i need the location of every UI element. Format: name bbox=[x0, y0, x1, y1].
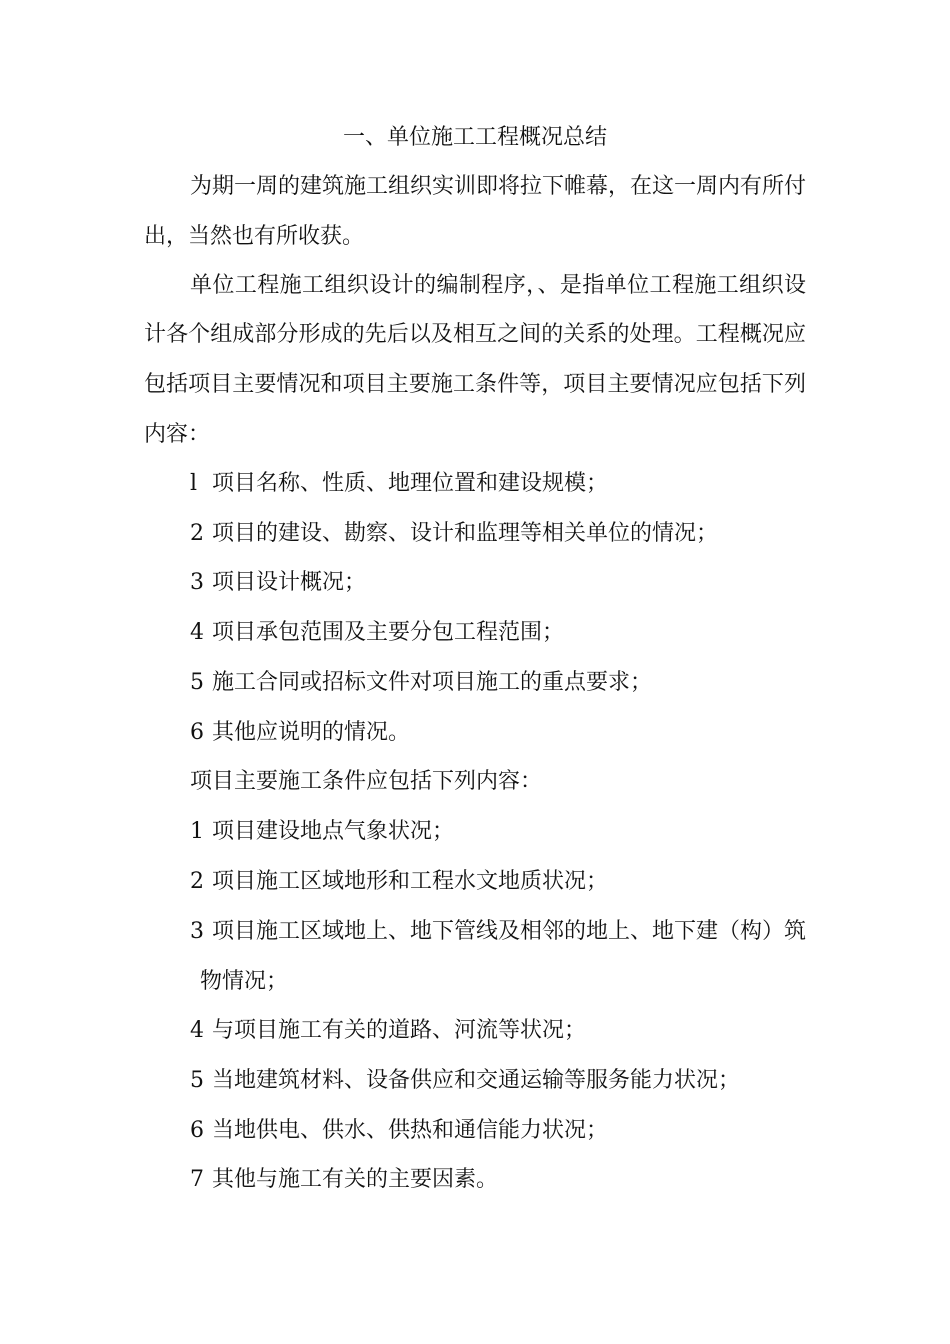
list-item-text: 项目承包范围及主要分包工程范围； bbox=[212, 620, 565, 645]
list-item-text: 当地建筑材料、设备供应和交通运输等服务能力状况； bbox=[212, 1068, 741, 1093]
list-item-text: 项目施工区域地形和工程水文地质状况； bbox=[212, 869, 609, 894]
paragraph-1-line-2: 出，当然也有所收获。 bbox=[144, 224, 365, 249]
list-item-number: 3 bbox=[190, 919, 204, 944]
list-item-text: 施工合同或招标文件对项目施工的重点要求； bbox=[212, 670, 653, 695]
list-item-text: 项目设计概况； bbox=[212, 570, 367, 595]
paragraph-1-line-1: 为期一周的建筑施工组织实训即将拉下帷幕，在这一周内有所付 bbox=[190, 174, 807, 199]
paragraph-2-line-2: 计各个组成部分形成的先后以及相互之间的关系的处理。工程概况应 bbox=[144, 322, 806, 347]
list-item-text: 项目的建设、勘察、设计和监理等相关单位的情况； bbox=[212, 521, 719, 546]
list-item-number: 2 bbox=[190, 869, 204, 894]
list-item-number: 5 bbox=[190, 1068, 204, 1093]
list-item-number: 7 bbox=[190, 1167, 204, 1192]
list-item bbox=[190, 1116, 608, 1146]
list-item-text: 项目施工区域地上、地下管线及相邻的地上、地下建（构）筑 bbox=[212, 919, 807, 944]
paragraph-2-line-3: 包括项目主要情况和项目主要施工条件等，项目主要情况应包括下列 bbox=[144, 372, 806, 397]
list-item bbox=[190, 718, 410, 748]
list-item bbox=[190, 668, 652, 698]
list-item-continuation: 物情况； bbox=[200, 969, 289, 994]
list-item-number: 6 bbox=[190, 1118, 204, 1143]
paragraph-2-line-1: 单位工程施工组织设计的编制程序，、是指单位工程施工组织设 bbox=[190, 273, 806, 298]
list-item bbox=[190, 817, 454, 847]
paragraph-2-line-4: 内容： bbox=[144, 422, 211, 447]
conditions-intro: 项目主要施工条件应包括下列内容： bbox=[190, 769, 543, 794]
page-title: 一、单位施工工程概况总结 bbox=[342, 125, 607, 150]
list-item-text: 其他与施工有关的主要因素。 bbox=[212, 1167, 499, 1192]
list-item-text: 其他应说明的情况。 bbox=[212, 720, 411, 745]
list-item-number: 2 bbox=[190, 521, 204, 546]
list-item-number: 6 bbox=[190, 720, 204, 745]
list-item bbox=[190, 1016, 586, 1046]
list-item bbox=[190, 519, 718, 549]
list-item-text: 与项目施工有关的道路、河流等状况； bbox=[212, 1018, 587, 1043]
list-item-number: 4 bbox=[190, 620, 204, 645]
list-item bbox=[190, 1066, 740, 1096]
list-item-number: 1 bbox=[190, 819, 204, 844]
list-item bbox=[190, 867, 608, 897]
list-item-number: 4 bbox=[190, 1018, 204, 1043]
list-item bbox=[190, 917, 806, 947]
list-item bbox=[190, 1165, 498, 1195]
list-item-number: 3 bbox=[190, 570, 204, 595]
list-item-text: 当地供电、供水、供热和通信能力状况； bbox=[212, 1118, 609, 1143]
list-item-text: 项目名称、性质、地理位置和建设规模； bbox=[212, 471, 609, 496]
list-item bbox=[190, 568, 366, 598]
list-item-number: 5 bbox=[190, 670, 204, 695]
list-item bbox=[190, 618, 564, 648]
list-item-text: 项目建设地点气象状况； bbox=[212, 819, 455, 844]
list-item-number: l bbox=[190, 471, 198, 496]
list-item bbox=[190, 469, 608, 499]
